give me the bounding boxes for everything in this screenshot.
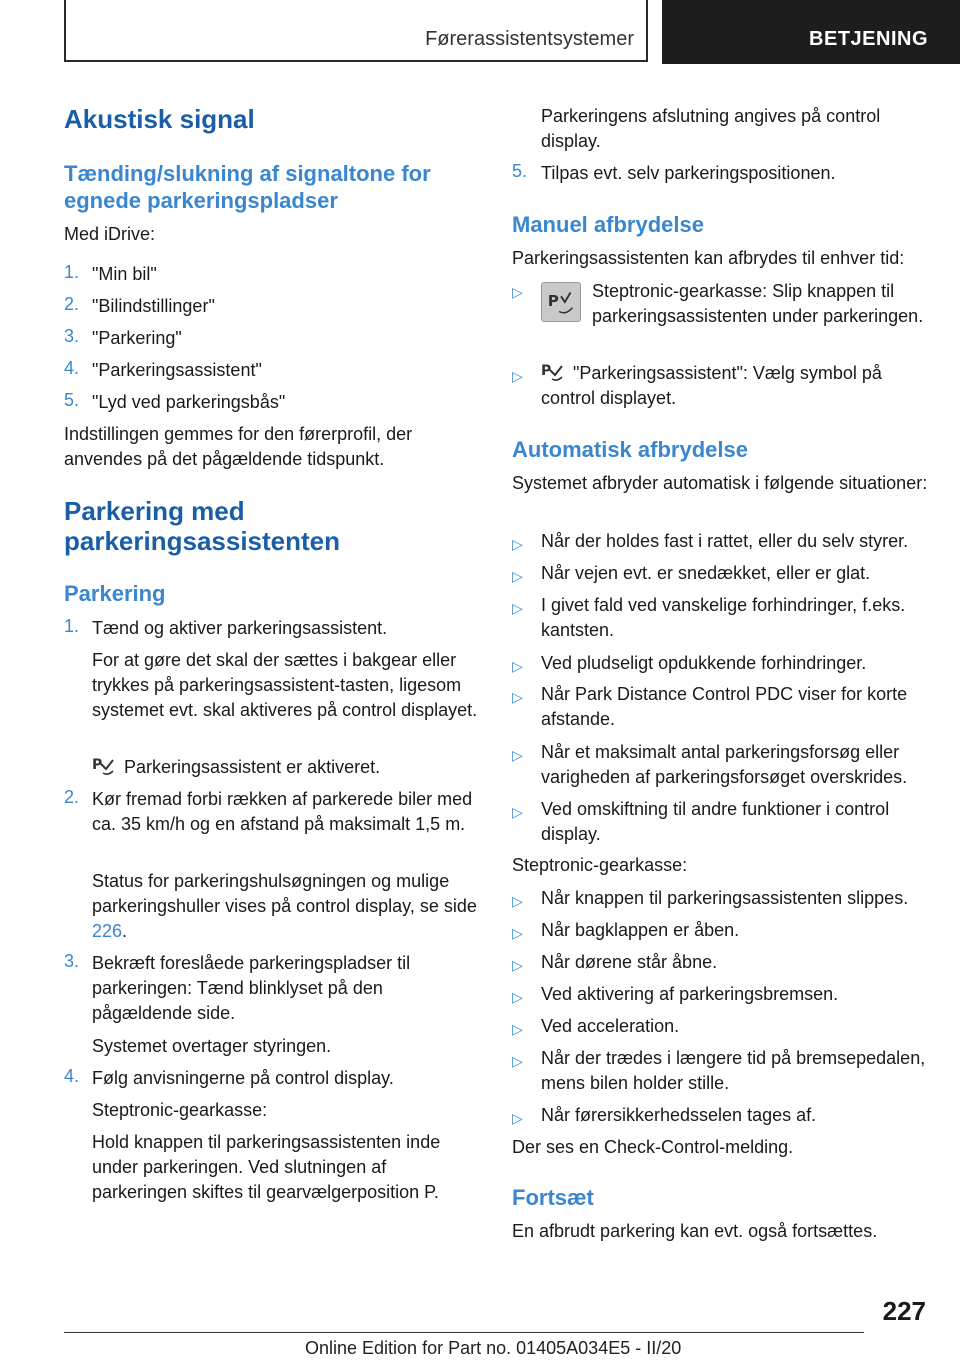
- step-4-detail: Hold knappen til parkeringsassistenten inde under parkeringen. Ved slutningen af parkeringen skiftes til gearvælgerposition P.: [92, 1132, 441, 1202]
- auto-item: Når der holdes fast i rattet, eller du selv styrer.: [541, 531, 909, 551]
- bullet-icon: ▷: [512, 893, 523, 909]
- step-1-detail: For at gøre det skal der sættes i bakgear eller trykkes på parkeringsassistent-tasten, ligesom systemet evt. skal aktiveres på control displayet.: [92, 650, 478, 720]
- step-2: Kør fremad forbi rækken af parkerede biler med ca. 35 km/h og en afstand på maksimalt 1,5 m.: [92, 789, 473, 834]
- manual-item-1: Steptronic-gearkasse: Slip knappen til parkeringsassistenten under parkeringen.: [592, 281, 924, 326]
- bullet-icon: ▷: [512, 989, 523, 1005]
- section-title: Førerassistentsystemer: [425, 28, 634, 50]
- heading-manual-cancel: Manuel afbrydelse: [512, 212, 704, 237]
- page-number: 227: [882, 1296, 926, 1326]
- step-num: 1.: [64, 616, 80, 636]
- svg-text:P: P: [547, 291, 559, 310]
- step-1: Tænd og aktiver parkeringsassistent.: [92, 618, 388, 638]
- heading-acoustic-signal: Akustisk signal: [64, 104, 255, 134]
- parking-button-icon: [541, 282, 581, 322]
- menu-step: "Min bil": [92, 264, 157, 284]
- bullet-icon: ▷: [512, 536, 523, 552]
- menu-step: "Parkering": [92, 328, 182, 348]
- step-3-detail: Systemet overtager styringen.: [92, 1036, 332, 1056]
- bullet-icon: ▷: [512, 1021, 523, 1037]
- bullet-icon: ▷: [512, 1053, 523, 1069]
- step-num: 5.: [512, 161, 528, 181]
- heading-auto-cancel: Automatisk afbrydelse: [512, 437, 748, 462]
- page-header: [64, 0, 960, 64]
- bullet-icon: ▷: [512, 925, 523, 941]
- step-4-steptronic: Steptronic-gearkasse:: [92, 1100, 268, 1120]
- steptronic-item: Ved aktivering af parkeringsbremsen.: [541, 984, 839, 1004]
- section-tab: [64, 0, 648, 62]
- manual-intro: Parkeringsassistenten kan afbrydes til enhver tid:: [512, 248, 905, 268]
- setting-saved-note: Indstillingen gemmes for den førerprofil, der anvendes på det pågældende tidspunkt.: [64, 424, 413, 469]
- menu-step: "Parkeringsassistent": [92, 360, 262, 380]
- manual-item-2: P "Parkeringsassistent": Vælg symbol på control displayet.: [541, 363, 882, 408]
- step-num: 3.: [64, 951, 80, 971]
- bullet-icon: ▷: [512, 747, 523, 763]
- bullet-icon: ▷: [512, 804, 523, 820]
- auto-item: I givet fald ved vanskelige forhindringer, f.eks. kantsten.: [541, 595, 906, 640]
- heading-parking-assistant: Parkering med parkeringsassistenten: [64, 496, 341, 556]
- edition-line: Online Edition for Part no. 01405A034E5 - II/20: [305, 1338, 682, 1358]
- steptronic-item: Når dørene står åbne.: [541, 952, 718, 972]
- step-1-active: P Parkeringsassistent er aktiveret.: [92, 757, 381, 777]
- step-2-detail: Status for parkeringshulsøgningen og mulige parkeringshuller vises på control display, se side 226.: [92, 871, 477, 941]
- steptronic-item: Når førersikkerhedsselen tages af.: [541, 1105, 817, 1125]
- menu-num: 4.: [64, 358, 80, 378]
- auto-item: Ved pludseligt opdukkende forhindringer.: [541, 653, 867, 673]
- step-num: 2.: [64, 787, 80, 807]
- step-num: 4.: [64, 1066, 80, 1086]
- menu-num: 2.: [64, 294, 80, 314]
- steptronic-label: Steptronic-gearkasse:: [512, 855, 688, 875]
- step-3: Bekræft foreslåede parkeringspladser til parkeringen: Tænd blinklyset på den pågældende side.: [92, 953, 411, 1023]
- chapter-title: BETJENING: [809, 28, 928, 50]
- auto-item: Når Park Distance Control PDC viser for korte afstande.: [541, 684, 908, 729]
- menu-num: 1.: [64, 262, 80, 282]
- auto-item: Når vejen evt. er snedækket, eller er glat.: [541, 563, 871, 583]
- step-4-continued: Parkeringens afslutning angives på control display.: [541, 106, 881, 151]
- auto-intro: Systemet afbryder automatisk i følgende situationer:: [512, 473, 928, 493]
- menu-num: 3.: [64, 326, 80, 346]
- bullet-icon: ▷: [512, 568, 523, 584]
- menu-step: "Bilindstillinger": [92, 296, 215, 316]
- step-5: Tilpas evt. selv parkeringspositionen.: [541, 163, 836, 183]
- parking-assistant-icon: [92, 755, 116, 777]
- footer-rule: [64, 1332, 864, 1333]
- menu-step: "Lyd ved parkeringsbås": [92, 392, 286, 412]
- svg-text:P: P: [541, 363, 552, 379]
- bullet-icon: ▷: [512, 689, 523, 705]
- steptronic-item: Når der trædes i længere tid på bremsepedalen, mens bilen holder stille.: [541, 1048, 926, 1093]
- auto-item: Når et maksimalt antal parkeringsforsøg eller varigheden af parkeringsforsøget overskrides.: [541, 742, 908, 787]
- parking-assistant-icon: [541, 361, 565, 383]
- bullet-icon: ▷: [512, 600, 523, 616]
- page-link-226[interactable]: 226: [92, 921, 123, 941]
- bullet-icon: ▷: [512, 957, 523, 973]
- steptronic-item: Når bagklappen er åben.: [541, 920, 740, 940]
- heading-signal-toggle: Tænding/slukning af signaltone for egnede parkeringspladser: [64, 161, 431, 213]
- step-4: Følg anvisningerne på control display.: [92, 1068, 394, 1088]
- auto-item: Ved omskiftning til andre funktioner i control display.: [541, 799, 890, 844]
- steptronic-item: Ved acceleration.: [541, 1016, 680, 1036]
- bullet-icon: ▷: [512, 658, 523, 674]
- steptronic-item: Når knappen til parkeringsassistenten slippes.: [541, 888, 909, 908]
- heading-resume: Fortsæt: [512, 1185, 594, 1210]
- check-control-note: Der ses en Check-Control-melding.: [512, 1137, 794, 1157]
- bullet-icon: ▷: [512, 284, 523, 300]
- chapter-tab: [662, 0, 960, 64]
- resume-note: En afbrudt parkering kan evt. også fortsættes.: [512, 1221, 878, 1241]
- menu-num: 5.: [64, 390, 80, 410]
- idrive-label: Med iDrive:: [64, 224, 156, 244]
- bullet-icon: ▷: [512, 368, 523, 384]
- heading-parking: Parkering: [64, 581, 166, 606]
- svg-text:P: P: [92, 757, 103, 773]
- bullet-icon: ▷: [512, 1110, 523, 1126]
